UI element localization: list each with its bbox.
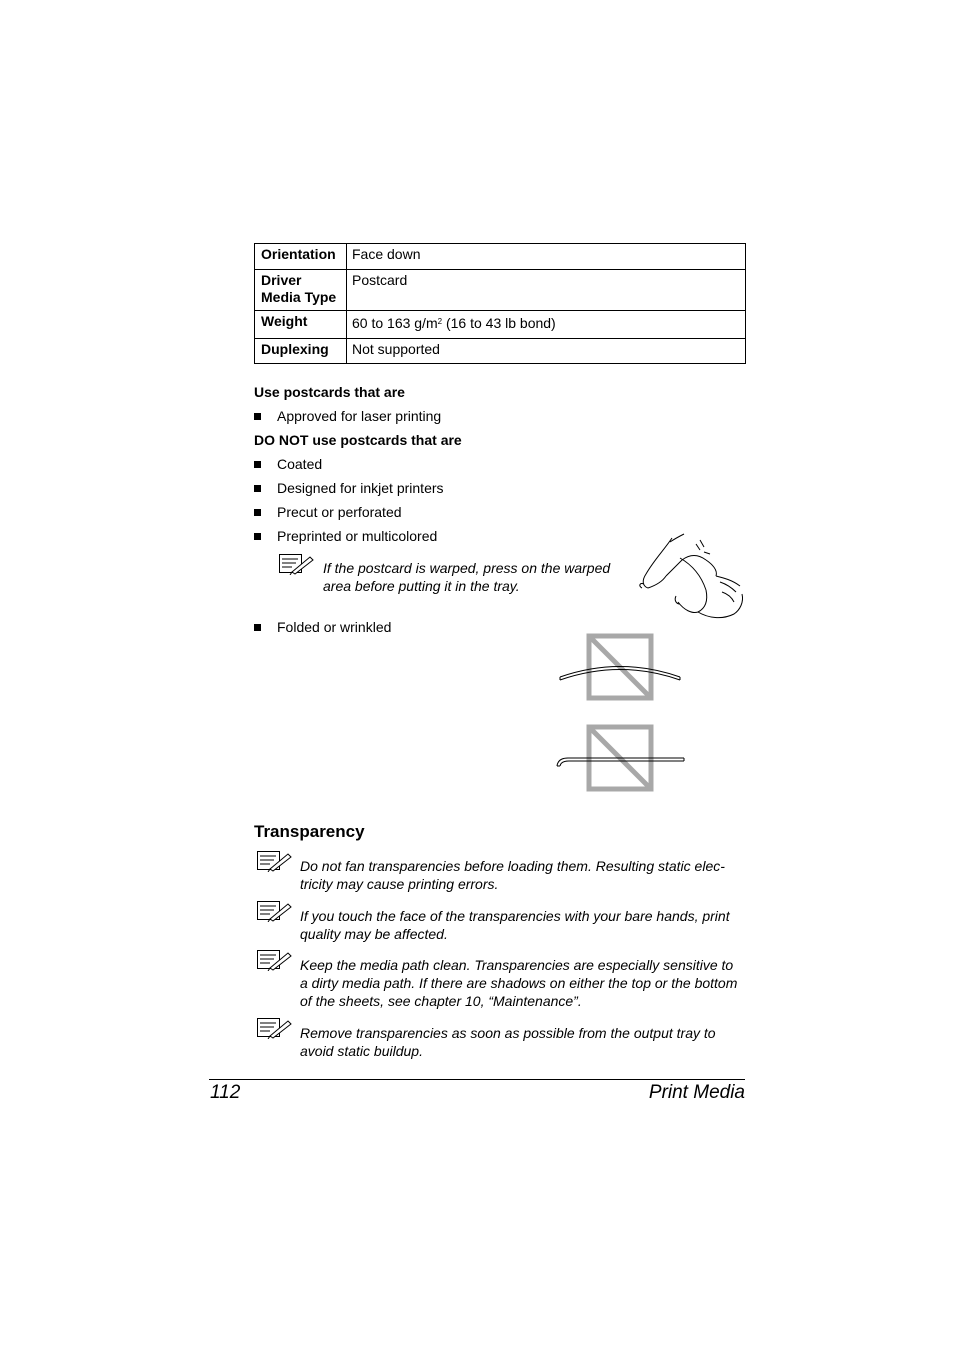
table-row — [255, 311, 746, 339]
table-value: Face down — [347, 244, 746, 270]
note-line: area before putting it in the tray. — [323, 578, 520, 594]
note-line: tricity may cause printing errors. — [300, 876, 499, 892]
folded-postcard-prohibited-illustration — [552, 722, 688, 794]
list-item-text: Designed for inkjet printers — [277, 480, 444, 496]
note-line: Do not fan transparencies before loading them. Resulting static elec- — [300, 858, 725, 874]
bullet-icon — [254, 485, 261, 492]
warped-note — [323, 559, 623, 595]
bullet-icon — [254, 461, 261, 468]
note-line: a dirty media path. If there are shadows on either the top or the bottom — [300, 975, 738, 991]
note-line: Remove transparencies as soon as possible from the output tray to — [300, 1025, 716, 1041]
table-label — [255, 270, 347, 311]
table-label-line: Media Type — [261, 289, 337, 305]
note-icon — [256, 900, 292, 922]
page-number: 112 — [210, 1082, 241, 1103]
weight-value: 60 to 163 g/m — [352, 315, 438, 331]
note-line: quality may be affected. — [300, 926, 448, 942]
donot-heading: DO NOT use postcards that are — [254, 432, 462, 448]
transparency-note — [300, 857, 750, 893]
list-item-text: Preprinted or multicolored — [277, 528, 438, 544]
note-line: avoid static buildup. — [300, 1043, 423, 1059]
table-label: Weight — [255, 311, 347, 339]
note-icon — [256, 1017, 292, 1039]
table-label-line: Driver — [261, 272, 302, 288]
note-line: of the sheets, see chapter 10, “Maintenance”. — [300, 993, 582, 1009]
transparency-note — [300, 907, 750, 943]
bullet-icon — [254, 509, 261, 516]
bullet-icon — [254, 624, 261, 631]
table-row — [255, 244, 746, 270]
bullet-icon — [254, 413, 261, 420]
table-row — [255, 270, 746, 311]
table-value: Postcard — [347, 270, 746, 311]
table-label: Duplexing — [255, 339, 347, 364]
table-label: Orientation — [255, 244, 347, 270]
hands-pressing-postcard-illustration — [636, 530, 746, 622]
section-title: Transparency — [254, 822, 365, 841]
bullet-icon — [254, 533, 261, 540]
note-line: If you touch the face of the transparencies with your bare hands, print — [300, 908, 730, 924]
list-item-text: Folded or wrinkled — [277, 619, 392, 635]
note-icon — [256, 850, 292, 872]
footer-section-title: Print Media — [648, 1082, 745, 1103]
table-value — [347, 311, 746, 339]
curled-postcard-prohibited-illustration — [556, 632, 688, 704]
weight-value-rest: (16 to 43 lb bond) — [442, 315, 556, 331]
note-icon — [256, 949, 292, 971]
superscript: 2 — [437, 317, 443, 326]
table-row — [255, 339, 746, 364]
list-item-text: Approved for laser printing — [277, 408, 442, 424]
footer-divider — [209, 1079, 745, 1080]
note-icon — [278, 553, 314, 575]
note-line: If the postcard is warped, press on the warped — [323, 560, 611, 576]
postcard-spec-table — [254, 243, 746, 364]
use-heading: Use postcards that are — [254, 384, 405, 400]
note-line: Keep the media path clean. Transparencies are especially sensitive to — [300, 957, 734, 973]
transparency-note — [300, 956, 750, 1010]
list-item-text: Precut or perforated — [277, 504, 402, 520]
transparency-note — [300, 1024, 750, 1060]
list-item-text: Coated — [277, 456, 323, 472]
table-value: Not supported — [347, 339, 746, 364]
